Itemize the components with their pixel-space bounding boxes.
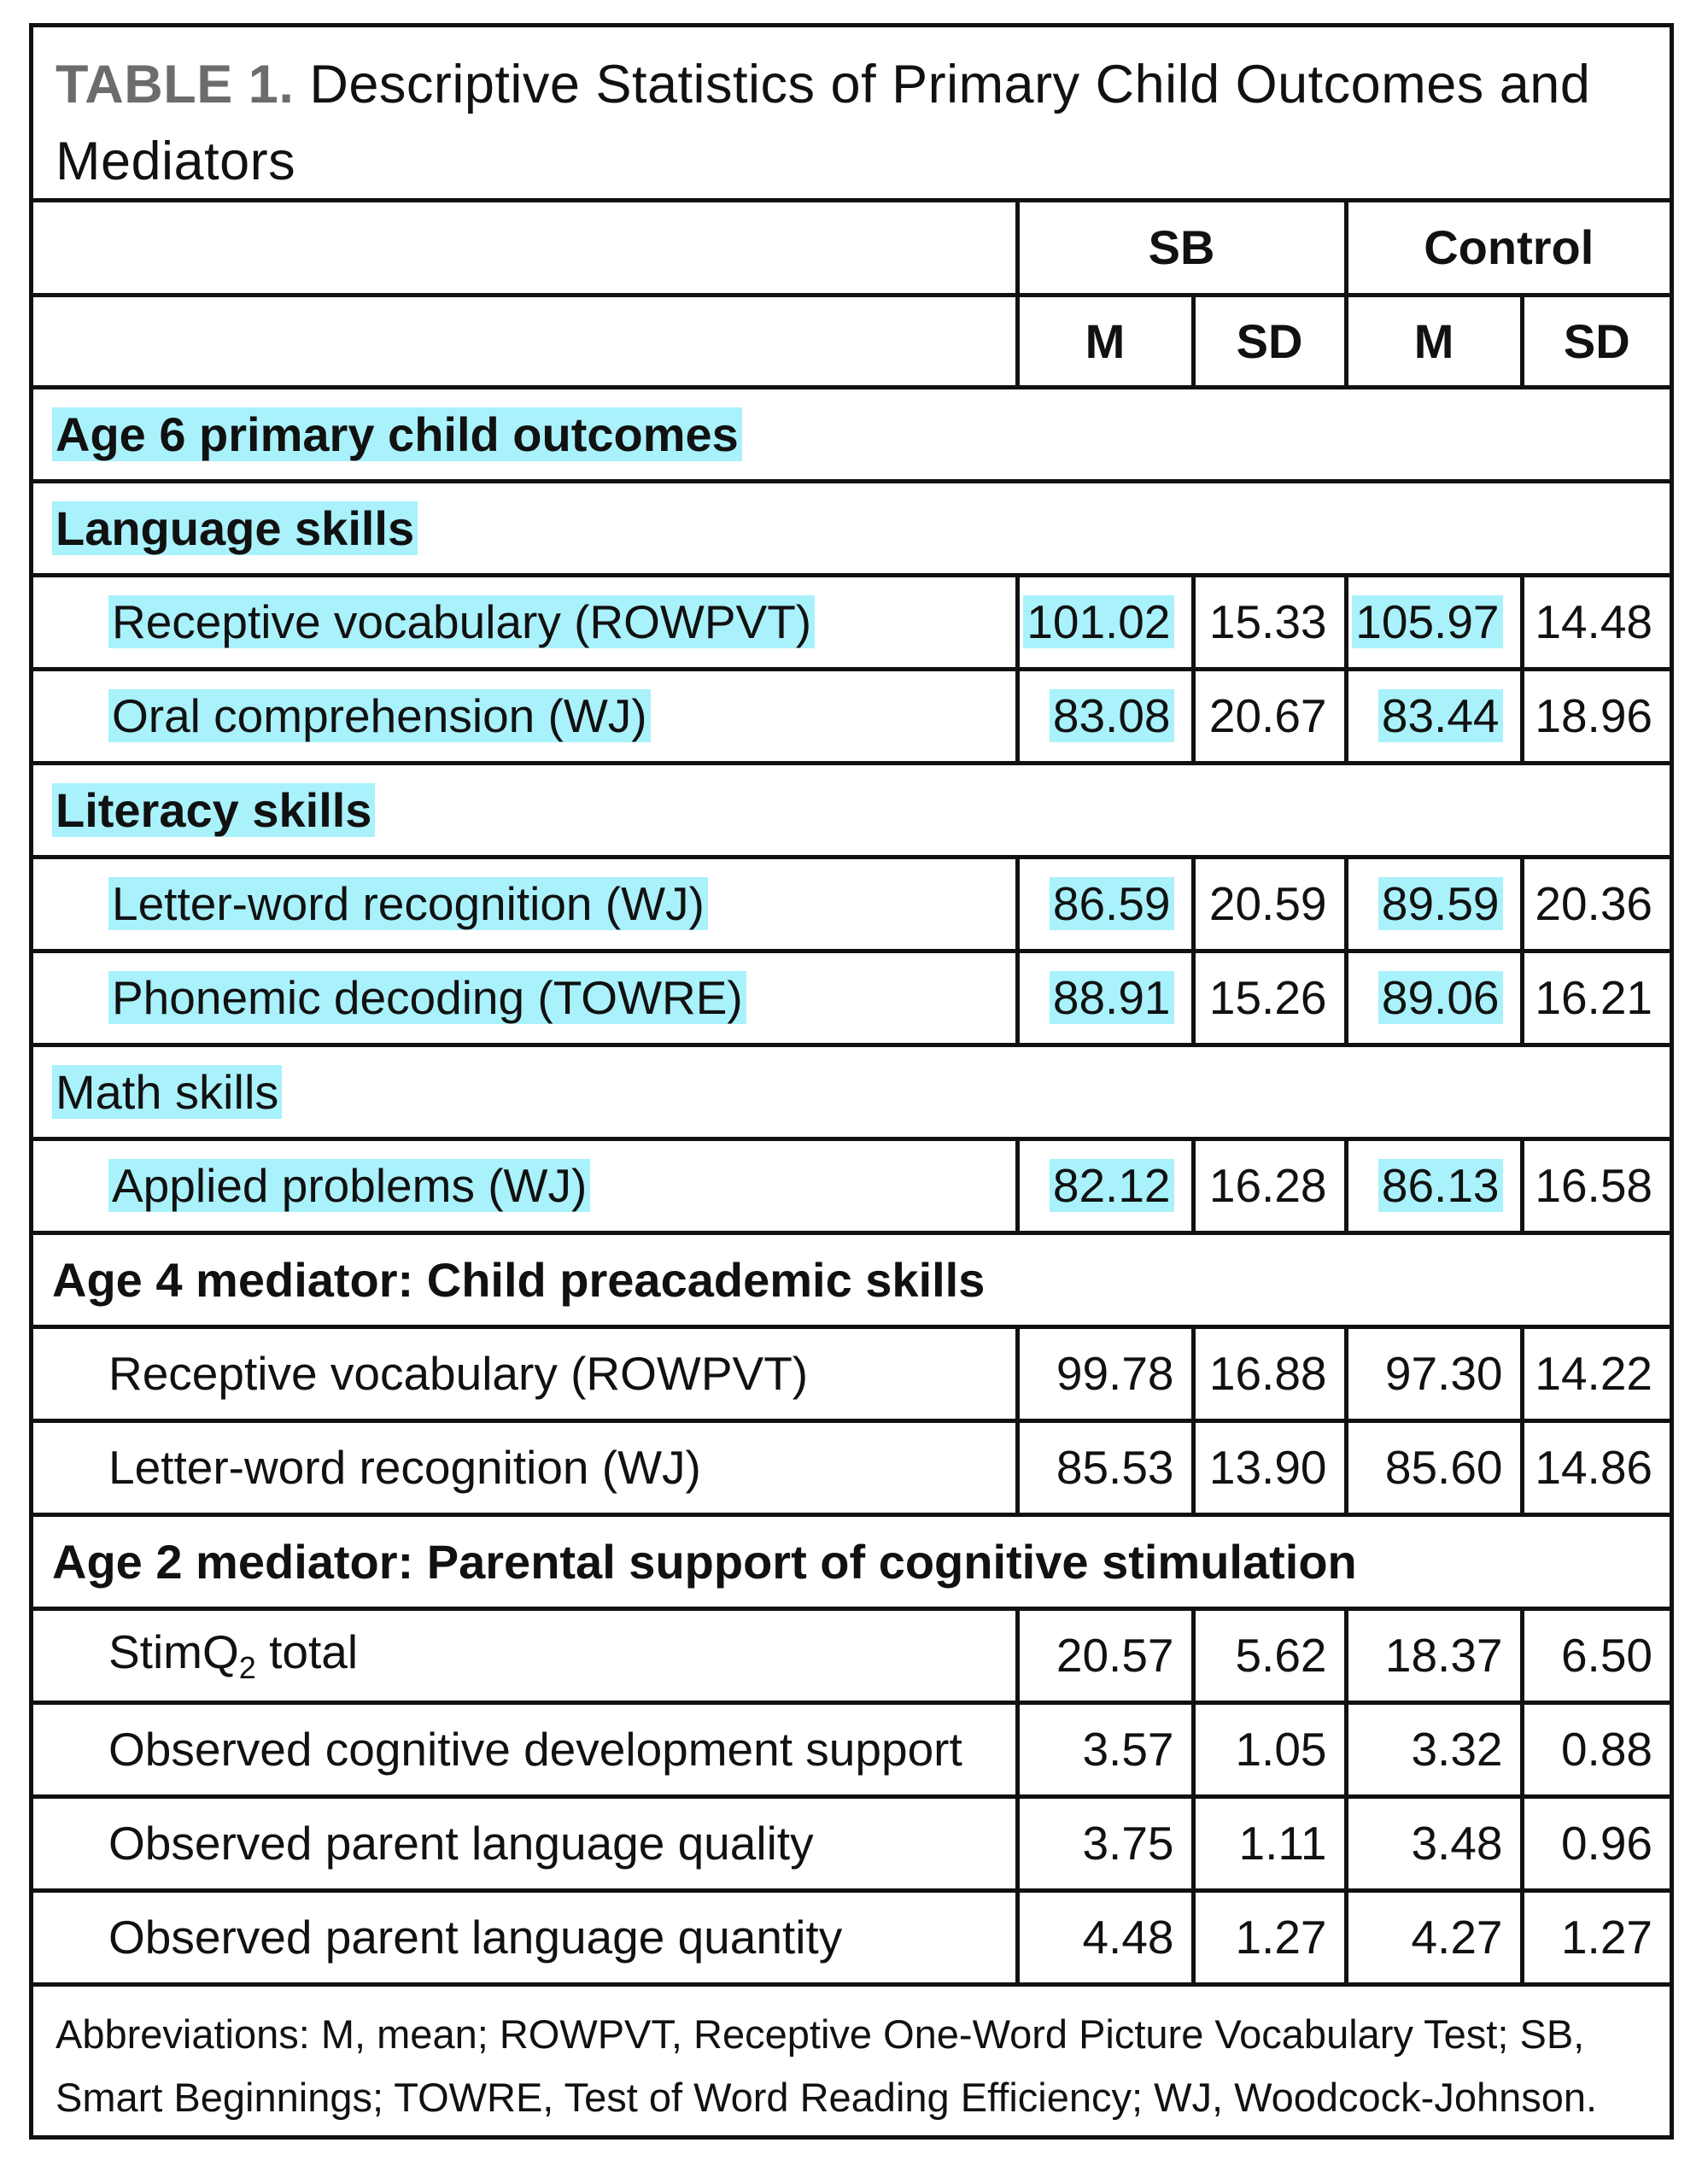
row-label: Observed cognitive development support [33, 1702, 1017, 1796]
table-frame [29, 23, 1674, 2140]
statistics-table [33, 202, 1670, 1987]
sb-mean-cell [1017, 1139, 1193, 1232]
row-label: Observed parent language quality [33, 1796, 1017, 1890]
table-row [33, 857, 1670, 951]
row-label: Receptive vocabulary (ROWPVT) [33, 1326, 1017, 1420]
control-sd-cell: 6.50 [1522, 1608, 1670, 1702]
control-sd-cell: 0.96 [1522, 1796, 1670, 1890]
control-sd-cell: 18.96 [1522, 669, 1670, 763]
table-row [33, 951, 1670, 1045]
control-sd-cell: 16.58 [1522, 1139, 1670, 1232]
control-sd-cell: 16.21 [1522, 951, 1670, 1045]
sb-mean-cell [1017, 951, 1193, 1045]
control-mean-cell [1346, 669, 1522, 763]
section-label: Literacy skills [52, 783, 375, 837]
col-header-control-m: M [1346, 295, 1522, 387]
control-mean-cell: 4.27 [1346, 1890, 1522, 1984]
control-mean-cell: 97.30 [1346, 1326, 1522, 1420]
sb-sd-cell: 1.11 [1193, 1796, 1346, 1890]
sb-sd-cell: 1.05 [1193, 1702, 1346, 1796]
table-row [33, 1326, 1670, 1420]
header-empty-cell [33, 202, 1017, 295]
sb-sd-cell: 20.67 [1193, 669, 1346, 763]
group-header-row [33, 202, 1670, 295]
section-label: Age 6 primary child outcomes [52, 407, 742, 461]
control-mean: 89.59 [1378, 877, 1503, 930]
control-mean-cell [1346, 857, 1522, 951]
group-header-control: Control [1346, 202, 1670, 295]
sb-mean-cell: 85.53 [1017, 1420, 1193, 1514]
row-label: Oral comprehension (WJ) [108, 689, 651, 742]
control-sd-cell: 20.36 [1522, 857, 1670, 951]
table-row [33, 1420, 1670, 1514]
row-label [33, 1608, 1017, 1702]
control-sd-cell: 0.88 [1522, 1702, 1670, 1796]
row-label: Phonemic decoding (TOWRE) [108, 971, 746, 1024]
control-sd-cell: 14.86 [1522, 1420, 1670, 1514]
row-label: Letter-word recognition (WJ) [33, 1420, 1017, 1514]
control-sd-cell: 14.22 [1522, 1326, 1670, 1420]
table-row [33, 1139, 1670, 1232]
row-label-cell [33, 669, 1017, 763]
section-label-cell: Age 4 mediator: Child preacademic skills [33, 1232, 1670, 1326]
col-header-control-sd: SD [1522, 295, 1670, 387]
sb-sd-cell: 5.62 [1193, 1608, 1346, 1702]
row-label-rest: total [255, 1625, 359, 1678]
row-label-main: StimQ [108, 1625, 239, 1678]
table-footnote: Abbreviations: M, mean; ROWPVT, Receptive One-Word Picture Vocabulary Test; SB, Smart Beginnings; TOWRE, Test of Word Reading Efficiency; WJ, Woodcock-Johnson. [56, 2011, 1598, 2120]
sb-sd-cell: 15.26 [1193, 951, 1346, 1045]
sb-mean-cell: 99.78 [1017, 1326, 1193, 1420]
table-row [33, 1890, 1670, 1984]
row-label: Observed parent language quantity [33, 1890, 1017, 1984]
section-label: Math skills [52, 1065, 282, 1119]
header-empty-cell [33, 295, 1017, 387]
sb-sd-cell: 13.90 [1193, 1420, 1346, 1514]
sb-sd-cell: 20.59 [1193, 857, 1346, 951]
control-sd-cell: 1.27 [1522, 1890, 1670, 1984]
sb-sd-cell: 15.33 [1193, 575, 1346, 669]
control-mean-cell: 3.32 [1346, 1702, 1522, 1796]
control-mean: 105.97 [1352, 595, 1502, 648]
table-row [33, 1702, 1670, 1796]
section-row [33, 387, 1670, 481]
control-mean-cell: 85.60 [1346, 1420, 1522, 1514]
group-header-sb: SB [1017, 202, 1346, 295]
row-label-subscript: 2 [238, 1650, 256, 1685]
control-mean-cell: 3.48 [1346, 1796, 1522, 1890]
row-label: Receptive vocabulary (ROWPVT) [108, 595, 815, 648]
table-row [33, 669, 1670, 763]
sb-sd-cell: 1.27 [1193, 1890, 1346, 1984]
section-label-cell [33, 387, 1670, 481]
col-header-sb-sd: SD [1193, 295, 1346, 387]
row-label-cell [33, 575, 1017, 669]
control-mean-cell [1346, 575, 1522, 669]
control-sd-cell: 14.48 [1522, 575, 1670, 669]
sb-mean-cell: 4.48 [1017, 1890, 1193, 1984]
sb-mean-cell [1017, 669, 1193, 763]
sb-mean: 101.02 [1023, 595, 1173, 648]
row-label-cell [33, 857, 1017, 951]
section-label-cell [33, 1045, 1670, 1139]
control-mean-cell [1346, 951, 1522, 1045]
sb-mean-cell [1017, 575, 1193, 669]
control-mean: 89.06 [1378, 971, 1503, 1024]
table-row [33, 1608, 1670, 1702]
col-header-sb-m: M [1017, 295, 1193, 387]
section-row [33, 763, 1670, 857]
table-row [33, 1796, 1670, 1890]
control-mean: 86.13 [1378, 1159, 1503, 1212]
sb-mean: 86.59 [1050, 877, 1174, 930]
table-title [56, 46, 1644, 200]
row-label: Letter-word recognition (WJ) [108, 877, 708, 930]
sb-mean-cell: 3.57 [1017, 1702, 1193, 1796]
row-label: Applied problems (WJ) [108, 1159, 590, 1212]
sb-mean-cell: 3.75 [1017, 1796, 1193, 1890]
sb-sd-cell: 16.88 [1193, 1326, 1346, 1420]
section-label-cell: Age 2 mediator: Parental support of cognitive stimulation [33, 1514, 1670, 1608]
sb-mean: 88.91 [1050, 971, 1174, 1024]
section-row [33, 1514, 1670, 1608]
control-mean-cell [1346, 1139, 1522, 1232]
section-label: Language skills [52, 501, 418, 555]
sb-mean-cell: 20.57 [1017, 1608, 1193, 1702]
table-number: TABLE 1. [56, 55, 295, 114]
section-row [33, 1232, 1670, 1326]
sb-mean: 83.08 [1050, 689, 1174, 742]
control-mean: 83.44 [1378, 689, 1503, 742]
section-row [33, 481, 1670, 575]
sb-mean: 82.12 [1050, 1159, 1174, 1212]
table-row [33, 575, 1670, 669]
section-label-cell [33, 763, 1670, 857]
section-row [33, 1045, 1670, 1139]
table-caption: Descriptive Statistics of Primary Child Outcomes and Mediators [56, 55, 1591, 191]
row-label-cell [33, 1139, 1017, 1232]
stat-header-row [33, 295, 1670, 387]
row-label-cell [33, 951, 1017, 1045]
section-label-cell [33, 481, 1670, 575]
sb-mean-cell [1017, 857, 1193, 951]
control-mean-cell: 18.37 [1346, 1608, 1522, 1702]
sb-sd-cell: 16.28 [1193, 1139, 1346, 1232]
